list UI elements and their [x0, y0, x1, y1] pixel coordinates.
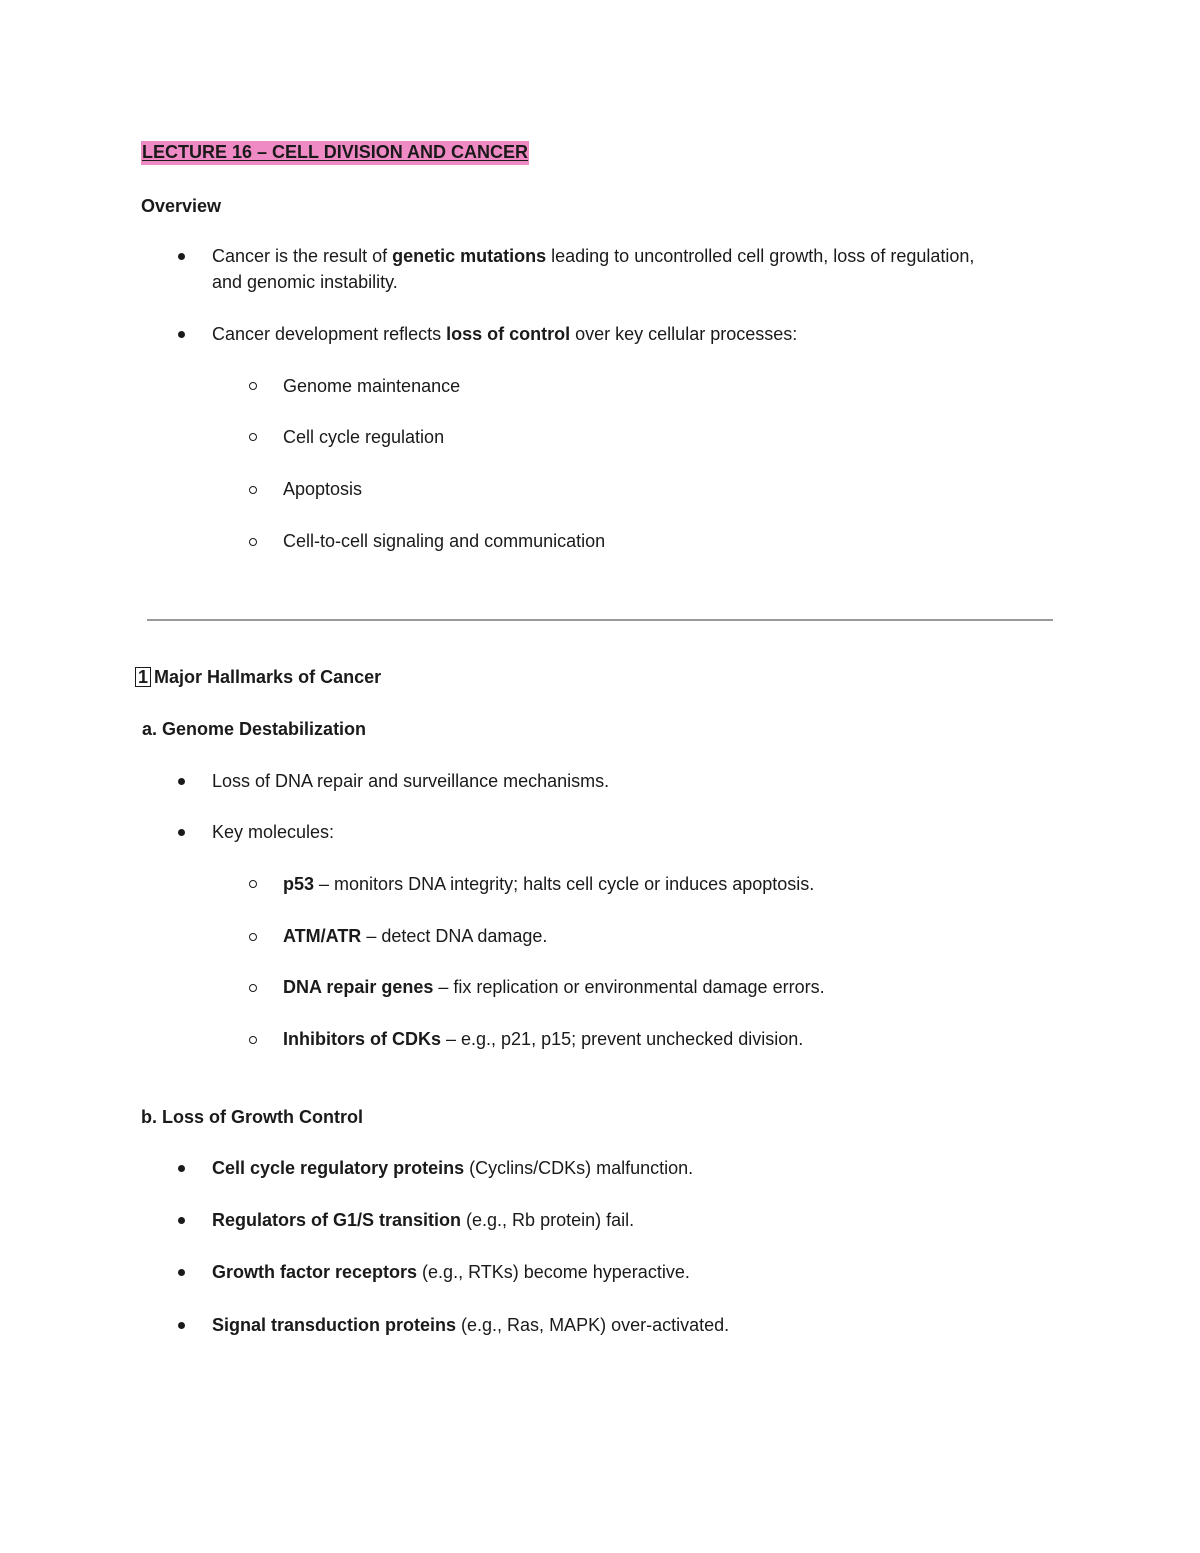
overview-bullet-1-bold: genetic mutations [392, 246, 547, 266]
overview-sub-item: Cell cycle regulation [283, 427, 445, 447]
bullet-dot-icon [178, 331, 185, 338]
bullet-dot-icon [178, 1269, 185, 1276]
key-molecule-desc: – monitors DNA integrity; halts cell cycle or induces apoptosis. [314, 874, 815, 894]
section-1-heading [135, 667, 381, 688]
section-number-badge: 1 [135, 667, 151, 687]
key-molecule-item [283, 923, 547, 949]
bullet-dot-icon [178, 1322, 185, 1329]
growth-control-desc: (e.g., RTKs) become hyperactive. [417, 1262, 690, 1282]
growth-control-term: Signal transduction proteins [212, 1315, 457, 1335]
subsection-b-heading: b. Loss of Growth Control [141, 1107, 363, 1127]
bullet-circle-icon [249, 433, 257, 441]
key-molecule-name: Inhibitors of CDKs [283, 1029, 441, 1049]
growth-control-term: Regulators of G1/S transition [212, 1210, 462, 1230]
key-molecule-item [283, 871, 814, 897]
bullet-dot-icon [178, 829, 185, 836]
key-molecule-name: ATM/ATR [283, 926, 362, 946]
key-molecule-item [283, 974, 825, 1000]
subsection-a-bullet: Loss of DNA repair and surveillance mechanisms. [212, 771, 610, 791]
overview-bullet-2-bold: loss of control [446, 324, 571, 344]
growth-control-item [212, 1155, 693, 1181]
overview-heading: Overview [141, 196, 222, 216]
subsection-a-heading: a. Genome Destabilization [142, 719, 367, 739]
overview-bullet-1-line2: and genomic instability. [212, 272, 398, 292]
key-molecule-name: p53 [283, 874, 315, 894]
subsection-a-bullet: Key molecules: [212, 822, 335, 842]
bullet-circle-icon [249, 984, 257, 992]
bullet-circle-icon [249, 880, 257, 888]
bullet-dot-icon [178, 778, 185, 785]
bullet-circle-icon [249, 382, 257, 390]
growth-control-item [212, 1259, 690, 1285]
growth-control-item [212, 1312, 729, 1338]
growth-control-desc: (e.g., Rb protein) fail. [461, 1210, 635, 1230]
page-title: LECTURE 16 – CELL DIVISION AND CANCER [141, 141, 529, 165]
key-molecule-desc: – e.g., p21, p15; prevent unchecked division. [441, 1029, 804, 1049]
bullet-dot-icon [178, 253, 185, 260]
key-molecule-item [283, 1026, 803, 1052]
key-molecule-desc: – fix replication or environmental damage errors. [433, 977, 825, 997]
bullet-circle-icon [249, 933, 257, 941]
overview-sub-item: Cell-to-cell signaling and communication [283, 531, 606, 551]
bullet-dot-icon [178, 1217, 185, 1224]
section-divider [147, 619, 1053, 621]
growth-control-term: Growth factor receptors [212, 1262, 418, 1282]
overview-sub-item: Genome maintenance [283, 376, 461, 396]
bullet-circle-icon [249, 538, 257, 546]
key-molecule-name: DNA repair genes [283, 977, 434, 997]
overview-bullet-1 [212, 243, 974, 269]
overview-bullet-2 [212, 321, 797, 347]
section-1-title: Major Hallmarks of Cancer [154, 667, 382, 687]
growth-control-desc: (Cyclins/CDKs) malfunction. [464, 1158, 694, 1178]
overview-bullet-1-pre: Cancer is the result of [212, 246, 393, 266]
overview-bullet-1-post: leading to uncontrolled cell growth, loss of regulation, [546, 246, 975, 266]
key-molecule-desc: – detect DNA damage. [361, 926, 548, 946]
growth-control-term: Cell cycle regulatory proteins [212, 1158, 465, 1178]
growth-control-item [212, 1207, 634, 1233]
overview-bullet-2-post: over key cellular processes: [570, 324, 798, 344]
overview-bullet-2-pre: Cancer development reflects [212, 324, 447, 344]
growth-control-desc: (e.g., Ras, MAPK) over-activated. [456, 1315, 730, 1335]
overview-sub-item: Apoptosis [283, 479, 363, 499]
bullet-dot-icon [178, 1165, 185, 1172]
bullet-circle-icon [249, 486, 257, 494]
bullet-circle-icon [249, 1036, 257, 1044]
